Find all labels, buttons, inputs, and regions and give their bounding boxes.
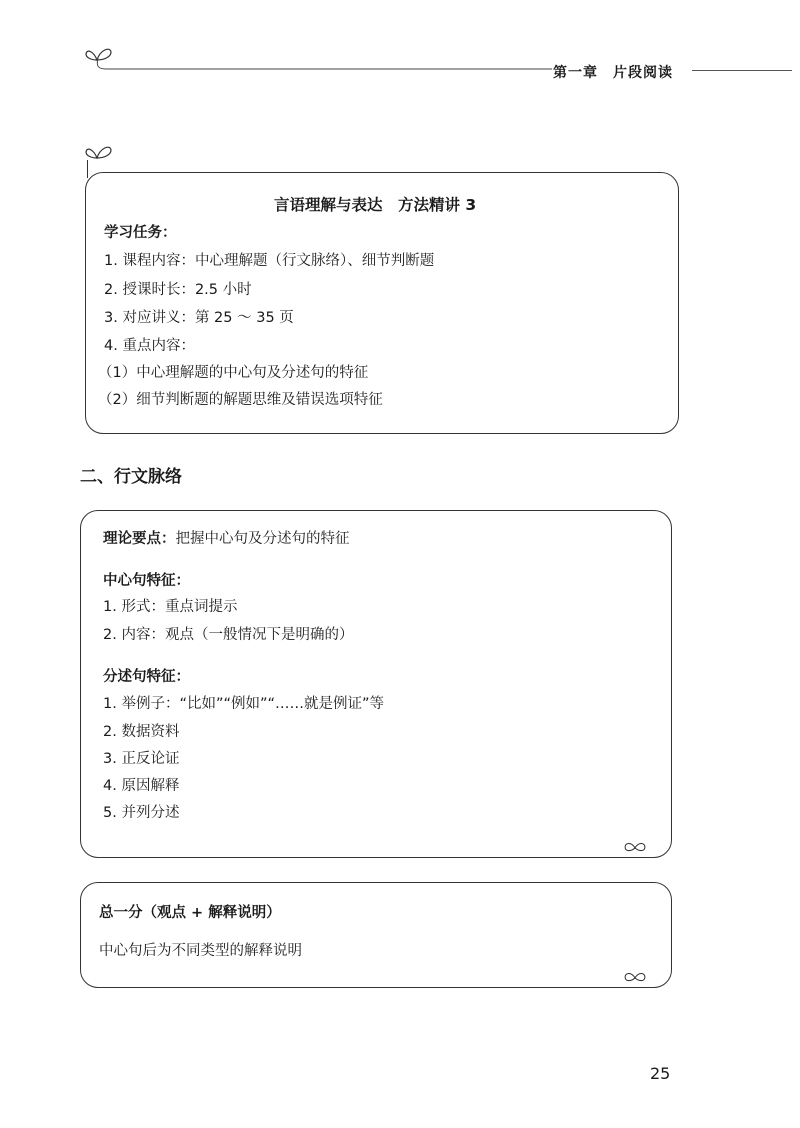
- theory-lead-text: 把握中心句及分述句的特征: [175, 531, 350, 547]
- sprout-stem: [87, 160, 88, 178]
- sprout-icon: [84, 140, 114, 162]
- task-line: 2. 授课时长：2.5 小时: [104, 282, 252, 298]
- task-box-title: 言语理解与表达 方法精讲 3: [274, 196, 477, 214]
- header-rule-right: [692, 70, 792, 71]
- section-heading: 二、行文脉络: [80, 467, 182, 487]
- central-heading: 中心句特征：: [103, 573, 190, 589]
- task-line: 1. 课程内容：中心理解题（行文脉络）、细节判断题: [104, 253, 435, 269]
- theory-lead: [103, 529, 350, 549]
- support-heading: 分述句特征：: [103, 669, 190, 685]
- page-number: 25: [650, 1064, 671, 1083]
- support-item: 4. 原因解释: [103, 778, 180, 794]
- task-line: 3. 对应讲义：第 25 ～ 35 页: [104, 310, 294, 326]
- task-line: （2）细节判断题的解题思维及错误选项特征: [98, 392, 383, 408]
- central-item: 1. 形式：重点词提示: [103, 599, 238, 615]
- central-item: 2. 内容：观点（一般情况下是明确的）: [103, 627, 354, 643]
- support-item: 1. 举例子：“比如”“例如”“……就是例证”等: [103, 696, 385, 712]
- task-line: 4. 重点内容：: [104, 338, 195, 354]
- learning-task-box: [85, 172, 679, 434]
- summary-text: 中心句后为不同类型的解释说明: [99, 943, 302, 959]
- support-item: 2. 数据资料: [103, 724, 180, 740]
- theory-lead-label: 理论要点：: [103, 531, 176, 547]
- summary-box: [80, 882, 672, 988]
- summary-title: 总一分（观点 + 解释说明）: [99, 905, 281, 921]
- chapter-header: 第一章 片段阅读: [553, 65, 673, 81]
- header-rule-left: [92, 56, 552, 76]
- sprout-icon: [622, 968, 648, 986]
- support-item: 3. 正反论证: [103, 751, 180, 767]
- support-item: 5. 并列分述: [103, 805, 180, 821]
- theory-box: [80, 510, 672, 858]
- sprout-icon: [622, 838, 648, 856]
- task-heading: 学习任务：: [104, 225, 177, 241]
- task-line: （1）中心理解题的中心句及分述句的特征: [98, 365, 369, 381]
